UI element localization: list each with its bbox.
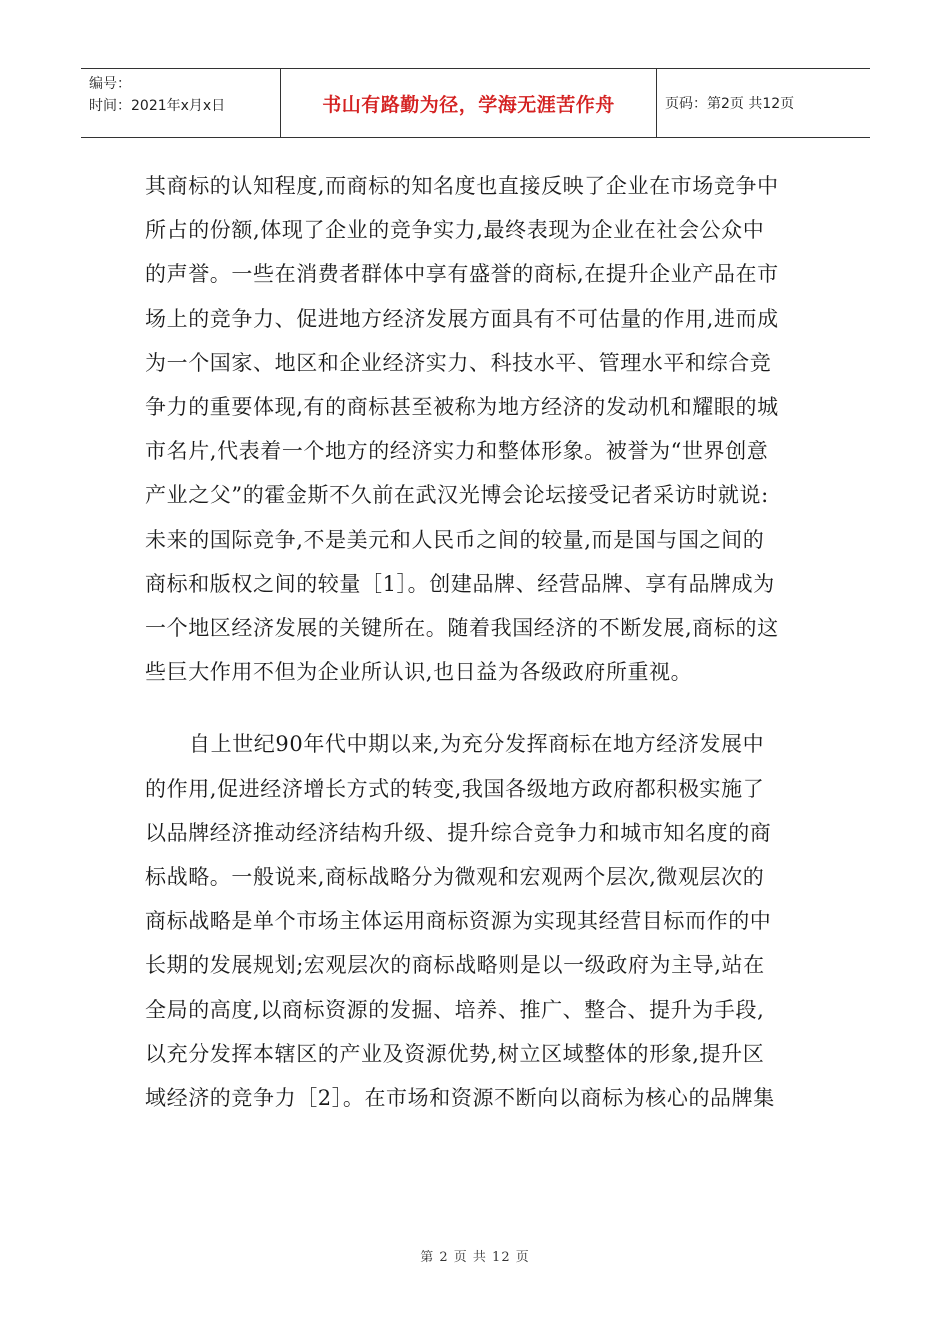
text-line: 所占的份额,体现了企业的竞争实力,最终表现为企业在社会公众中: [145, 218, 765, 243]
text-line: 长期的发展规划;宏观层次的商标战略则是以一级政府为主导,站在: [145, 953, 765, 978]
header-motto: 书山有路勤为径，学海无涯苦作舟: [281, 69, 657, 137]
text-line: 商标战略是单个市场主体运用商标资源为实现其经营目标而作的中: [145, 909, 772, 934]
paragraph-1: [145, 164, 825, 694]
header-page-info: 页码：第2页 共12页: [665, 96, 795, 112]
text-line: 标战略。一般说来,商标战略分为微观和宏观两个层次,微观层次的: [145, 865, 765, 890]
text-line: 商标和版权之间的较量［1］。创建品牌、经营品牌、享有品牌成为: [145, 571, 775, 596]
page-header: [81, 68, 870, 138]
header-number-label: 编号：: [89, 76, 131, 92]
text-line: 一个地区经济发展的关键所在。随着我国经济的不断发展,商标的这: [145, 616, 779, 641]
text-line: 的作用,促进经济增长方式的转变,我国各级地方政府都积极实施了: [145, 776, 765, 801]
text-line: 为一个国家、地区和企业经济实力、科技水平、管理水平和综合竞: [145, 350, 772, 375]
header-meta: [81, 69, 281, 137]
text-line: 争力的重要体现,有的商标甚至被称为地方经济的发动机和耀眼的城: [145, 395, 779, 420]
text-line: 以品牌经济推动经济结构升级、提升综合竞争力和城市知名度的商: [145, 820, 772, 845]
page-footer: 第 2 页 共 12 页: [420, 1250, 530, 1265]
text-line: 产业之父”的霍金斯不久前在武汉光博会论坛接受记者采访时就说:: [145, 483, 769, 508]
header-time-label: 时间：2021年x月x日: [89, 98, 226, 114]
text-line: 自上世纪90年代中期以来,为充分发挥商标在地方经济发展中: [189, 732, 765, 757]
text-line: 域经济的竞争力［2］。在市场和资源不断向以商标为核心的品牌集: [145, 1086, 775, 1111]
text-line: 些巨大作用不但为企业所认识,也日益为各级政府所重视。: [145, 660, 693, 685]
text-line: 全局的高度,以商标资源的发掘、培养、推广、整合、提升为手段,: [145, 997, 765, 1022]
text-line: 其商标的认知程度,而商标的知名度也直接反映了企业在市场竞争中: [145, 174, 779, 198]
text-line: 未来的国际竞争,不是美元和人民币之间的较量,而是国与国之间的: [145, 527, 765, 552]
text-line: 市名片,代表着一个地方的经济实力和整体形象。被誉为“世界创意: [145, 439, 769, 464]
text-line: 的声誉。一些在消费者群体中享有盛誉的商标,在提升企业产品在市: [145, 262, 779, 287]
document-body: [145, 164, 825, 1120]
text-line: 以充分发挥本辖区的产业及资源优势,树立区域整体的形象,提升区: [145, 1041, 765, 1066]
text-line: 场上的竞争力、促进地方经济发展方面具有不可估量的作用,进而成: [145, 306, 779, 331]
paragraph-2: [145, 722, 825, 1120]
